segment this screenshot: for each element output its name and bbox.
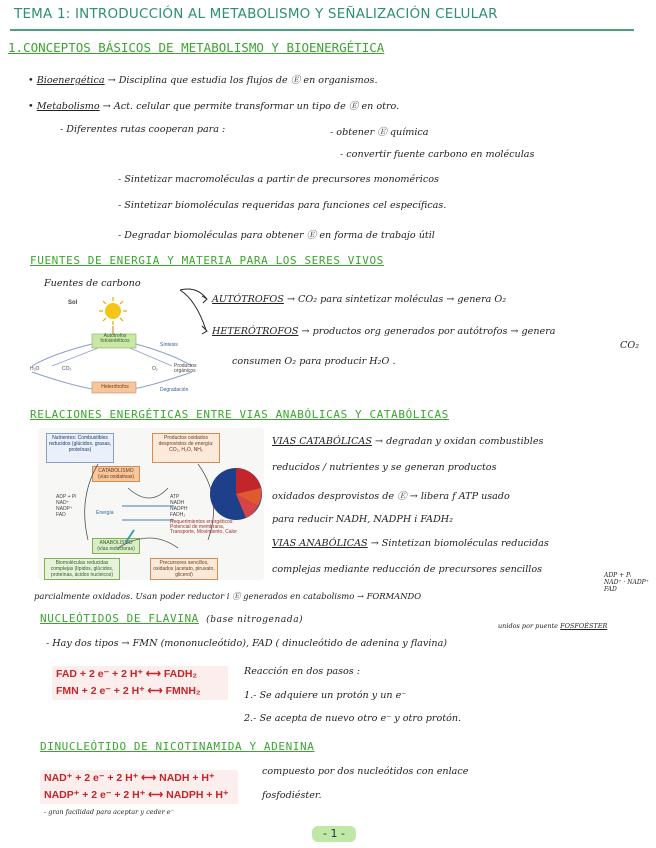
- anabolicas-line: [272, 538, 549, 549]
- o2-label: O₂: [152, 366, 158, 372]
- reaccion-label: Reacción en dos pasos :: [244, 666, 361, 677]
- heterotrofos-definition-2: consumen O₂ para producir H₂O .: [232, 356, 396, 367]
- section-4-heading-line: [40, 612, 303, 625]
- formando-nad: NAD⁺ · NADP⁺: [604, 579, 649, 586]
- degradacion-label: Degradación: [160, 387, 189, 393]
- page-number: - 1 -: [312, 826, 356, 842]
- annotation-unidos: unidos por puente: [498, 622, 559, 630]
- fmn-equation: FMN + 2 e⁻ + 2 H⁺ ⟷ FMNH₂: [56, 685, 201, 697]
- sun-icon: [99, 297, 127, 325]
- paso-1: 1.- Se adquiere un protón y un e⁻: [244, 690, 407, 701]
- nad-nota: - gran facilidad para aceptar y ceder e⁻: [44, 808, 175, 816]
- anabolicas-term: VIAS ANABÓLICAS: [272, 538, 368, 549]
- rutas-option-a: - obtener Ⓔ química: [330, 127, 429, 138]
- nad-equation: NAD⁺ + 2 e⁻ + 2 H⁺ ⟷ NADH + H⁺: [44, 772, 215, 784]
- sun-label: Sol: [68, 300, 78, 306]
- fig-precursores: Precursores sencillos, oxidados (acetato, piruvato, glicerol): [150, 558, 218, 580]
- heterotrofos-term: HETERÓTROFOS: [212, 326, 299, 337]
- compuesto-line-1: compuesto por dos nucleótidos con enlace: [262, 766, 469, 777]
- section-4-heading: NUCLEÓTIDOS DE FLAVINA: [40, 612, 199, 625]
- bullet-icon: •: [28, 75, 34, 86]
- catabolicas-line-4: para reducir NADH, NADPH i FADH₂: [272, 514, 454, 525]
- catabolicas-line-3: oxidados desprovistos de Ⓔ → libera f ATP usado: [272, 491, 510, 502]
- productos-organicos-label: Productos orgánicos: [174, 363, 197, 374]
- fig-anabolismo: ANABOLISMO (vías reductoras): [92, 538, 140, 554]
- fig-biomoleculas: Biomoléculas reducidas complejas (lípidos, glúcidos, proteínas, ácidos nucleicos): [44, 558, 120, 580]
- anabolicas-definition: → Sintetizan biomoléculas reducidas: [370, 538, 549, 549]
- fig-adp: ADP + Pi: [56, 494, 77, 500]
- h2o-label: H₂O: [30, 366, 40, 372]
- rutas-intro: - Diferentes rutas cooperan para :: [60, 124, 226, 135]
- metabolismo-definition: → Act. celular que permite transformar un tipo de Ⓔ en otro.: [102, 101, 400, 112]
- metabolismo-term: Metabolismo: [36, 101, 100, 112]
- fig-productos-oxidados: Productos oxidados desprovistos de energía: CO₂, H₂O, NH₃: [152, 433, 220, 463]
- page-title: TEMA 1: INTRODUCCIÓN AL METABOLISMO Y SEÑALIZACIÓN CELULAR: [14, 6, 498, 22]
- fosfoester-annotation: [498, 622, 607, 630]
- bullet-icon: •: [28, 101, 34, 112]
- nadp-equation: NADP⁺ + 2 e⁻ + 2 H⁺ ⟷ NADPH + H⁺: [44, 789, 229, 801]
- fig-requerimientos: Requerimientos energéticos: Potencial de membrana, Transporte, Movimiento, Calor: [170, 519, 238, 535]
- flavina-tipos: - Hay dos tipos → FMN (mononucleótido), FAD ( dinucleótido de adenina y flavina): [46, 638, 448, 649]
- formando-fad: FAD: [604, 586, 617, 593]
- heterotrofos-box: Heterótrofos: [101, 384, 129, 390]
- autotrofos-line: [212, 294, 506, 305]
- fig-nadph: NADPH: [170, 506, 188, 512]
- catabolicas-line: [272, 436, 543, 447]
- fig-fad: FAD: [56, 512, 66, 518]
- section-5-heading: DINUCLEÓTIDO DE NICOTINAMIDA Y ADENINA: [40, 740, 315, 753]
- fig-nad: NAD⁺: [56, 500, 70, 506]
- energy-pie-illustration: [206, 464, 266, 524]
- co2-label: CO₂: [62, 366, 72, 372]
- catabolicas-line-2: reducidos / nutrientes y se generan productos: [272, 462, 497, 473]
- section-1-heading: 1.CONCEPTOS BÁSICOS DE METABOLISMO Y BIOENERGÉTICA: [8, 40, 385, 55]
- paso-2: 2.- Se acepta de nuevo otro e⁻ y otro protón.: [244, 713, 462, 724]
- fad-equation: FAD + 2 e⁻ + 2 H⁺ ⟷ FADH₂: [56, 668, 198, 680]
- bioenergetica-definition: → Disciplina que estudia los flujos de Ⓔ en organismos.: [107, 75, 378, 86]
- autotrofos-box: Autótrofos fotosintéticos: [100, 333, 130, 344]
- fig-nadp: NADP⁺: [56, 506, 73, 512]
- formando-adp: ADP + Pᵢ: [604, 572, 632, 579]
- heterotrofos-co2: CO₂: [620, 340, 640, 351]
- metabolismo-line: [28, 98, 399, 112]
- anabolicas-line-2: complejas mediante reducción de precursores sencillos: [272, 564, 543, 575]
- fig-fadh2: FADH₂: [170, 512, 186, 518]
- section-3-heading: RELACIONES ENERGÉTICAS ENTRE VIAS ANABÓLICAS Y CATABÓLICAS: [30, 408, 449, 421]
- sintesis-label: Síntesis: [160, 342, 178, 348]
- rutas-item-3: - Degradar biomoléculas para obtener Ⓔ en forma de trabajo útil: [118, 230, 435, 241]
- bioenergetica-term: Bioenergética: [36, 75, 105, 86]
- rutas-option-b: - convertir fuente carbono en moléculas: [340, 149, 535, 160]
- rutas-item-2: - Sintetizar biomoléculas requeridas para funciones cel específicas.: [118, 200, 447, 211]
- fig-atp: ATP: [170, 494, 180, 500]
- fig-catabolismo: CATABOLISMO (vías oxidativas): [92, 466, 140, 482]
- rutas-item-1: - Sintetizar macromoléculas a partir de precursores monoméricos: [118, 174, 439, 185]
- fig-energia: Energía: [96, 510, 114, 516]
- fig-nadh: NADH: [170, 500, 185, 506]
- formando-note: [604, 572, 649, 593]
- fig-nutrientes: Nutrientes: Combustibles reducidos (glúcidos, grasas, proteínas): [46, 433, 114, 463]
- title-divider: [10, 29, 634, 31]
- section-2-heading: FUENTES DE ENERGIA Y MATERIA PARA LOS SERES VIVOS: [30, 254, 384, 267]
- annotation-fosfoester: FOSFOÉSTER: [560, 622, 608, 630]
- heterotrofos-definition: → productos org generados por autótrofos → genera: [301, 326, 556, 337]
- fuentes-carbono-label: Fuentes de carbono: [44, 278, 141, 289]
- section-4-heading-note: (base nitrogenada): [206, 615, 304, 625]
- anabolicas-line-3: parcialmente oxidados. Usan poder reductor i Ⓔ generados en catabolismo → FORMANDO: [34, 591, 422, 601]
- autotrofos-definition: → CO₂ para sintetizar moléculas → genera O₂: [286, 294, 507, 305]
- bioenergetica-line: [28, 72, 378, 86]
- autotrofos-term: AUTÓTROFOS: [212, 294, 284, 305]
- catabolicas-term: VIAS CATABÓLICAS: [272, 436, 372, 447]
- compuesto-line-2: fosfodiéster.: [262, 790, 322, 801]
- heterotrofos-line: [212, 326, 556, 337]
- catabolicas-definition: → degradan y oxidan combustibles: [374, 436, 544, 447]
